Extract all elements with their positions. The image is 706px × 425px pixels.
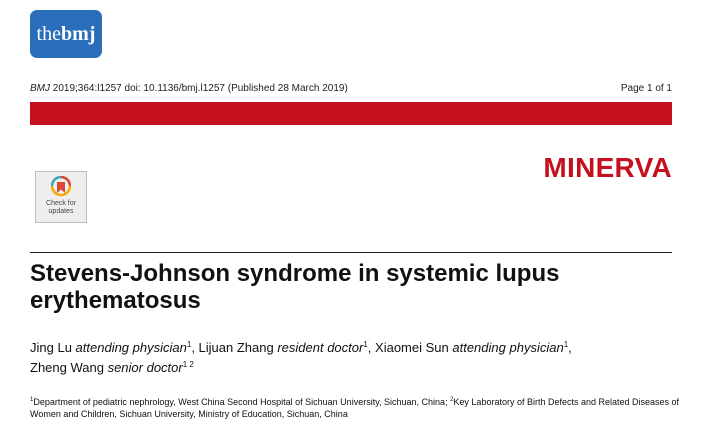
section-label: MINERVA: [543, 152, 672, 183]
citation-details: 2019;364:l1257 doi: 10.1136/bmj.l1257 (Published 28 March 2019): [50, 83, 348, 94]
check-for-updates-badge[interactable]: [35, 171, 87, 223]
author-affil-sup: 1: [363, 340, 368, 349]
crossmark-icon: [51, 176, 71, 198]
affil-text: Key Laboratory of Birth Defects and Related Diseases of Women and Children, Sichuan University, Ministry of Education, Sichuan, China: [30, 397, 680, 419]
author-name: Lijuan Zhang: [198, 340, 274, 355]
author-role: attending physician: [452, 340, 564, 355]
logo-bmj-text: bmj: [60, 23, 96, 45]
affil-sup: 2: [450, 397, 454, 403]
affil-text: Department of pediatric nephrology, West China Second Hospital of Sichuan University, Sichuan, China;: [33, 397, 451, 407]
logo-the-text: the: [36, 23, 61, 45]
badge-line-1: Check for: [46, 200, 76, 207]
author-separator: ,: [367, 340, 376, 355]
author-name: Xiaomei Sun: [375, 340, 449, 355]
journal-name: BMJ: [30, 83, 50, 94]
header-red-bar: [30, 102, 672, 125]
author-role: attending physician: [75, 340, 187, 355]
author-list: [30, 338, 680, 378]
author-3: [375, 340, 572, 355]
author-affil-sup: 1: [563, 340, 569, 349]
author-4: [30, 360, 194, 375]
bmj-logo[interactable]: [30, 10, 102, 58]
author-name: Jing Lu: [30, 340, 72, 355]
author-1: [30, 340, 199, 355]
affiliations: [30, 396, 680, 420]
author-separator: ,: [191, 340, 199, 355]
page-number: Page 1 of 1: [620, 83, 672, 94]
author-role: resident doctor: [277, 340, 364, 355]
author-name: Zheng Wang: [30, 360, 104, 375]
affil-sup: 1: [30, 397, 34, 403]
author-2: [199, 340, 375, 355]
title-divider: [30, 252, 672, 253]
badge-line-2: updates: [48, 208, 74, 215]
article-title: Stevens-Johnson syndrome in systemic lupus erythematosus: [30, 260, 560, 314]
citation-line: [30, 83, 348, 94]
badge-label: [36, 200, 86, 216]
author-role: senior doctor: [107, 360, 183, 375]
author-affil-sup: 1 2: [182, 360, 194, 369]
author-separator: ,: [568, 340, 572, 355]
author-affil-sup: 1: [186, 340, 192, 349]
